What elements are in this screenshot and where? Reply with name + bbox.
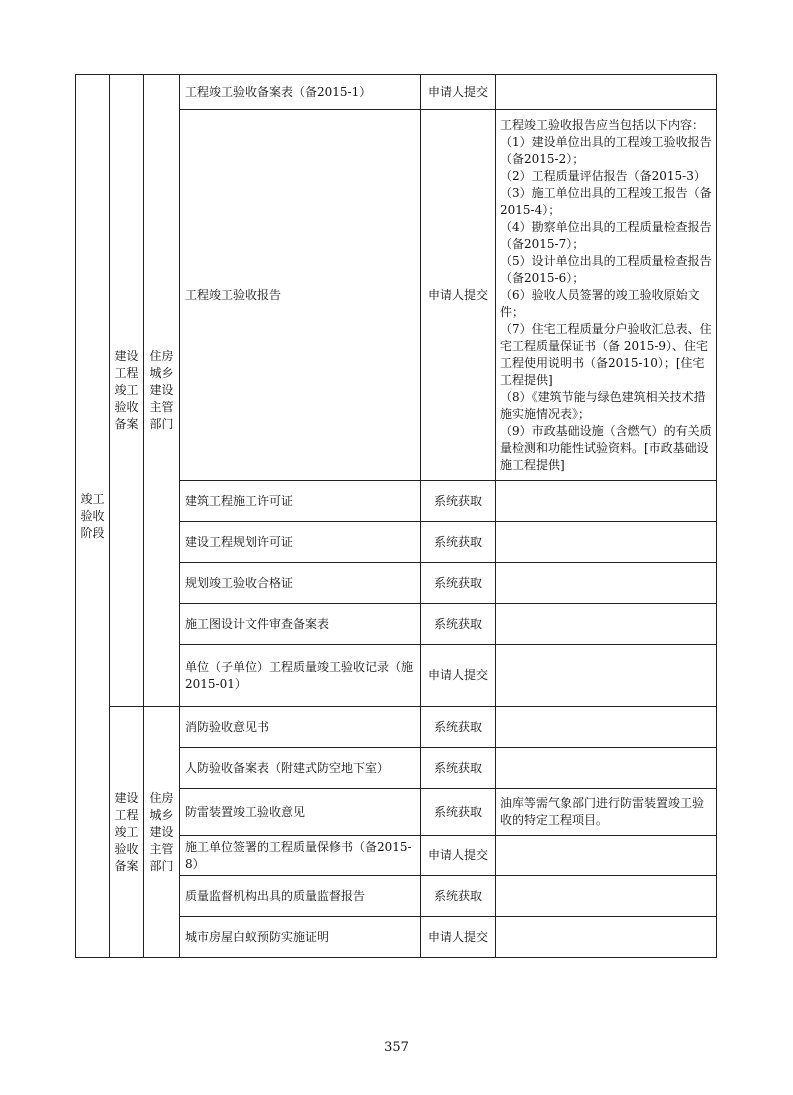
- note-line: （1）建设单位出具的工程竣工验收报告（备2015-2）；: [500, 134, 712, 166]
- material-cell: 施工图设计文件审查备案表: [180, 604, 421, 645]
- source-cell: 系统获取: [421, 604, 496, 645]
- note-line: （4）勘察单位出具的工程质量检查报告（备2015-7）；: [500, 219, 712, 251]
- source-cell: 系统获取: [421, 789, 496, 836]
- source-cell: 系统获取: [421, 522, 496, 563]
- material-cell: 规划竣工验收合格证: [180, 563, 421, 604]
- material-cell: 人防验收备案表（附建式防空地下室）: [180, 748, 421, 789]
- note-line: （7）住宅工程质量分户验收汇总表、住宅工程质量保证书（备 2015-9）、住宅工程使用说明书（备2015-10）；[住宅工程提供]: [500, 321, 712, 387]
- note-line: （5）设计单位出具的工程质量检查报告（备2015-6）；: [500, 253, 712, 285]
- note-cell: [496, 481, 717, 522]
- note-line: （8）《建筑节能与绿色建筑相关技术措施实施情况表》；: [500, 389, 706, 421]
- source-cell: 申请人提交: [421, 917, 496, 958]
- department-cell: [144, 707, 180, 958]
- note-cell: [496, 522, 717, 563]
- source-cell: 系统获取: [421, 748, 496, 789]
- source-cell: 系统获取: [421, 707, 496, 748]
- note-cell: [496, 563, 717, 604]
- note-cell: [496, 707, 717, 748]
- note-line: （9）市政基础设施（含燃气）的有关质量检测和功能性试验资料。[市政基础设施工程提供]: [500, 423, 712, 472]
- note-cell: [496, 876, 717, 917]
- matter-label: 建设工程竣工验收备案: [114, 349, 139, 431]
- stage-label: 竣工验收阶段: [80, 491, 105, 540]
- note-cell: [496, 110, 717, 481]
- source-cell: 申请人提交: [421, 645, 496, 707]
- note-line: 工程竣工验收报告应当包括以下内容：: [500, 117, 705, 132]
- material-cell: 建设工程规划许可证: [180, 522, 421, 563]
- page-number: 357: [384, 1040, 409, 1055]
- material-cell: 施工单位签署的工程质量保修书（备2015-8）: [180, 836, 421, 876]
- source-cell: 系统获取: [421, 876, 496, 917]
- matter-cell: [110, 75, 144, 707]
- department-cell: [144, 75, 180, 707]
- stage-cell: [76, 75, 110, 958]
- material-cell: 消防验收意见书: [180, 707, 421, 748]
- note-cell: [496, 917, 717, 958]
- source-cell: 系统获取: [421, 563, 496, 604]
- department-label: 住房城乡建设主管部门: [149, 790, 174, 873]
- source-cell: 申请人提交: [421, 110, 496, 481]
- material-cell: 质量监督机构出具的质量监督报告: [180, 876, 421, 917]
- matter-label: 建设工程竣工验收备案: [114, 790, 139, 873]
- material-cell: 单位（子单位）工程质量竣工验收记录（施2015-01）: [180, 645, 421, 707]
- material-cell: 城市房屋白蚁预防实施证明: [180, 917, 421, 958]
- requirements-table: [75, 74, 717, 958]
- material-cell: 防雷装置竣工验收意见: [180, 789, 421, 836]
- note-cell: [496, 836, 717, 876]
- source-cell: 申请人提交: [421, 75, 496, 110]
- material-cell: 建筑工程施工许可证: [180, 481, 421, 522]
- material-cell: 工程竣工验收备案表（备2015-1）: [180, 75, 421, 110]
- department-label: 住房城乡建设主管部门: [149, 349, 174, 431]
- note-line: （2）工程质量评估报告（备2015-3）: [500, 168, 706, 183]
- note-cell: [496, 604, 717, 645]
- note-line: （6）验收人员签署的竣工验收原始文件；: [500, 287, 700, 319]
- note-line: （3）施工单位出具的工程竣工报告（备2015-4）；: [500, 185, 712, 217]
- note-cell: [496, 645, 717, 707]
- note-cell: [496, 75, 717, 110]
- source-cell: 系统获取: [421, 481, 496, 522]
- note-cell: [496, 748, 717, 789]
- material-cell: 工程竣工验收报告: [180, 110, 421, 481]
- source-cell: 申请人提交: [421, 836, 496, 876]
- matter-cell: [110, 707, 144, 958]
- note-cell: 油库等需气象部门进行防雷装置竣工验收的特定工程项目。: [496, 789, 717, 836]
